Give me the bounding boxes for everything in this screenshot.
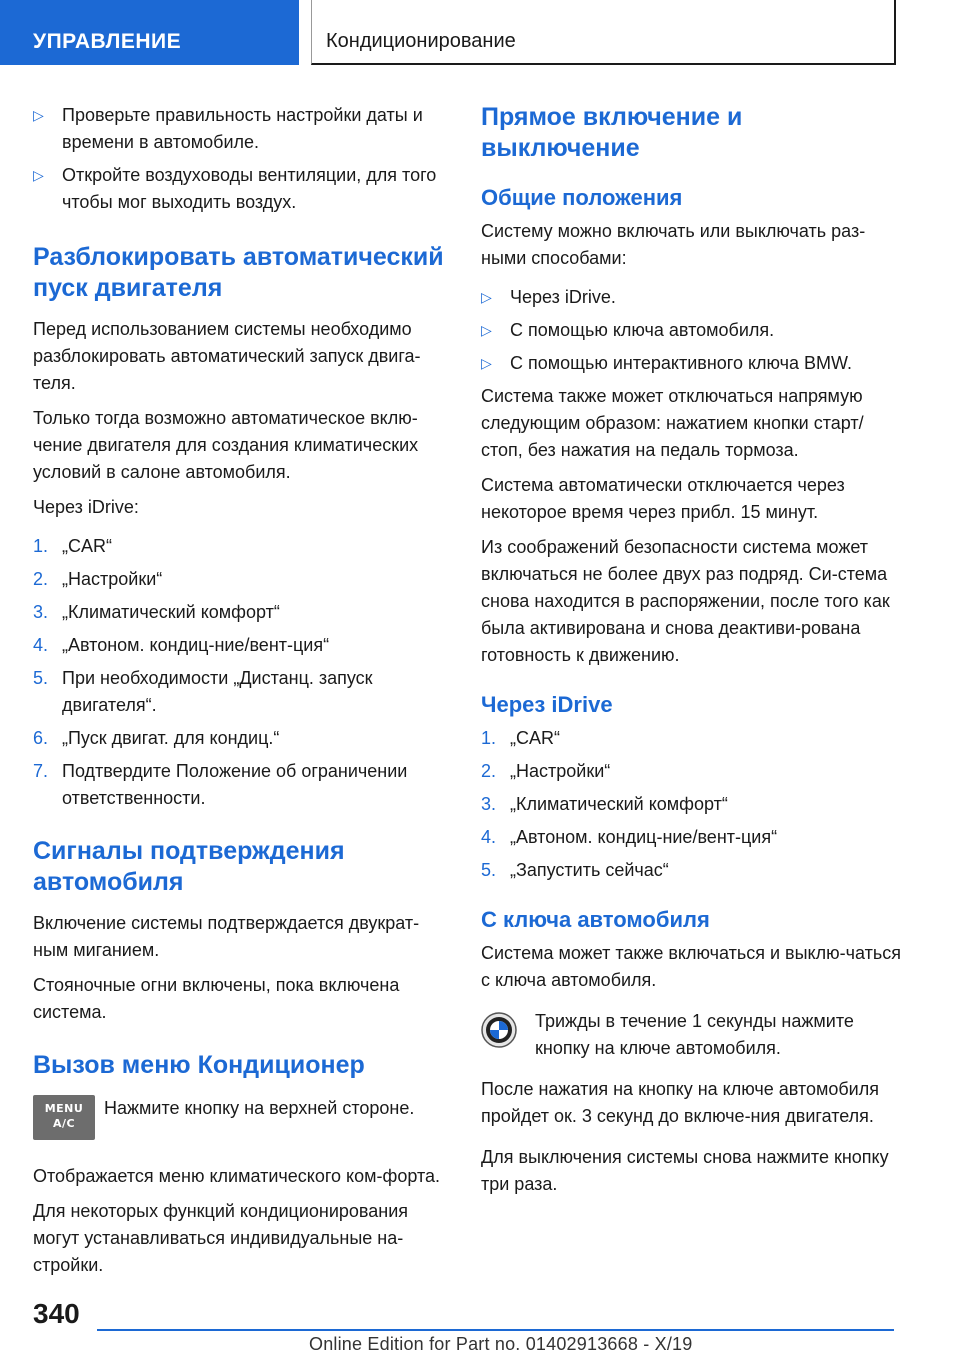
heading-general: Общие положения xyxy=(481,185,683,210)
triangle-bullet-icon: ▷ xyxy=(481,322,492,338)
list-item: 2. „Настройки“ xyxy=(481,761,611,781)
heading-from-key: С ключа автомобиля xyxy=(481,907,710,932)
list-item: 2. „Настройки“ xyxy=(33,569,163,589)
paragraph: Перед использованием системы необходимо разблокировать автоматический запуск двига-теля. xyxy=(33,319,421,393)
triangle-bullet-icon: ▷ xyxy=(33,167,44,183)
paragraph: Система автоматически отключается через некоторое время через прибл. 15 минут. xyxy=(481,475,845,522)
paragraph: Трижды в течение 1 секунды нажмите кнопку на ключе автомобиля. xyxy=(535,1011,854,1058)
left-column xyxy=(33,102,453,1287)
heading-via-idrive: Через iDrive xyxy=(481,692,613,717)
steps-list xyxy=(33,533,453,812)
paragraph: Через iDrive: xyxy=(33,497,139,517)
menu-button-row xyxy=(33,1095,453,1151)
triangle-bullet-icon: ▷ xyxy=(33,107,44,123)
section-tab xyxy=(0,0,299,65)
list-item: ▷ С помощью интерактивного ключа BMW. xyxy=(481,350,901,377)
paragraph: Нажмите кнопку на верхней стороне. xyxy=(104,1098,415,1118)
bullet-list-top xyxy=(33,102,453,216)
paragraph: После нажатия на кнопку на ключе автомобиля пройдет ок. 3 секунд до включе-ния двигателя. xyxy=(481,1079,879,1126)
list-item: 3. „Климатический комфорт“ xyxy=(33,602,280,622)
list-item: 6. „Пуск двигат. для кондиц.“ xyxy=(33,728,280,748)
heading-unlock-autostart: Разблокировать автоматический пуск двигателя xyxy=(33,243,444,302)
list-item: ▷ Через iDrive. xyxy=(481,284,901,311)
heading-direct-switch: Прямое включение и выключение xyxy=(481,103,743,162)
paragraph: Система также может отключаться напрямую следующим образом: нажатием кнопки старт/стоп, без нажатия на педаль тормоза. xyxy=(481,386,864,460)
paragraph: Для выключения системы снова нажмите кнопку три раза. xyxy=(481,1147,889,1194)
paragraph: Включение системы подтверждается двукрат-ным миганием. xyxy=(33,913,420,960)
heading-confirmation-signals: Сигналы подтверждения автомобиля xyxy=(33,837,345,896)
list-item: 7. Подтвердите Положение об ограничении ответственности. xyxy=(33,761,408,808)
list-item: 3. „Климатический комфорт“ xyxy=(481,794,728,814)
section-title: УПРАВЛЕНИЕ xyxy=(33,30,182,53)
list-item: ▷ Откройте воздуховоды вентиляции, для того чтобы мог выходить воздух. xyxy=(33,162,453,216)
paragraph: Для некоторых функций кондиционирования могут устанавливаться индивидуальные на-стройки. xyxy=(33,1201,409,1275)
list-item: 4. „Автоном. кондиц-ние/вент-ция“ xyxy=(33,635,330,655)
right-column xyxy=(481,102,901,1206)
heading-call-climate-menu: Вызов меню Кондиционер xyxy=(33,1051,365,1079)
menu-ac-button-icon: MENU A/C xyxy=(33,1095,95,1140)
page-number: 340 xyxy=(33,1298,80,1329)
list-item: 1. „CAR“ xyxy=(481,728,560,748)
list-item: ▷ С помощью ключа автомобиля. xyxy=(481,317,901,344)
bullet-list-ways xyxy=(481,284,901,377)
paragraph: Система может также включаться и выклю-чаться с ключа автомобиля. xyxy=(481,943,901,990)
footer-divider xyxy=(97,1329,894,1331)
triangle-bullet-icon: ▷ xyxy=(481,289,492,305)
paragraph: Систему можно включать или выключать раз-ными способами: xyxy=(481,221,866,268)
paragraph: Из соображений безопасности система может включаться не более двух раз подряд. Си-стема снова находится в распоряжении, после того как была активирована и снова деактиви-рована готовность к движению. xyxy=(481,537,890,665)
idrive-steps-list xyxy=(481,725,901,884)
list-item: 5. „Запустить сейчас“ xyxy=(481,860,669,880)
paragraph: Стояночные огни включены, пока включена система. xyxy=(33,975,400,1022)
key-button-row xyxy=(481,1008,901,1064)
list-item: 4. „Автоном. кондиц-ние/вент-ция“ xyxy=(481,827,778,847)
footer-edition: Online Edition for Part no. 01402913668 - X/19 xyxy=(309,1334,693,1354)
list-item: 1. „CAR“ xyxy=(33,536,112,556)
paragraph: Отображается меню климатического ком-форта. xyxy=(33,1166,440,1186)
triangle-bullet-icon: ▷ xyxy=(481,355,492,371)
list-item: ▷ Проверьте правильность настройки даты и времени в автомобиле. xyxy=(33,102,453,156)
bmw-key-icon xyxy=(481,1012,517,1048)
paragraph: Только тогда возможно автоматическое вклю-чение двигателя для создания климатических условий в салоне автомобиля. xyxy=(33,408,419,482)
chapter-tab xyxy=(311,0,896,65)
chapter-title: Кондиционирование xyxy=(326,30,516,52)
list-item: 5. При необходимости „Дистанц. запуск двигателя“. xyxy=(33,668,373,715)
